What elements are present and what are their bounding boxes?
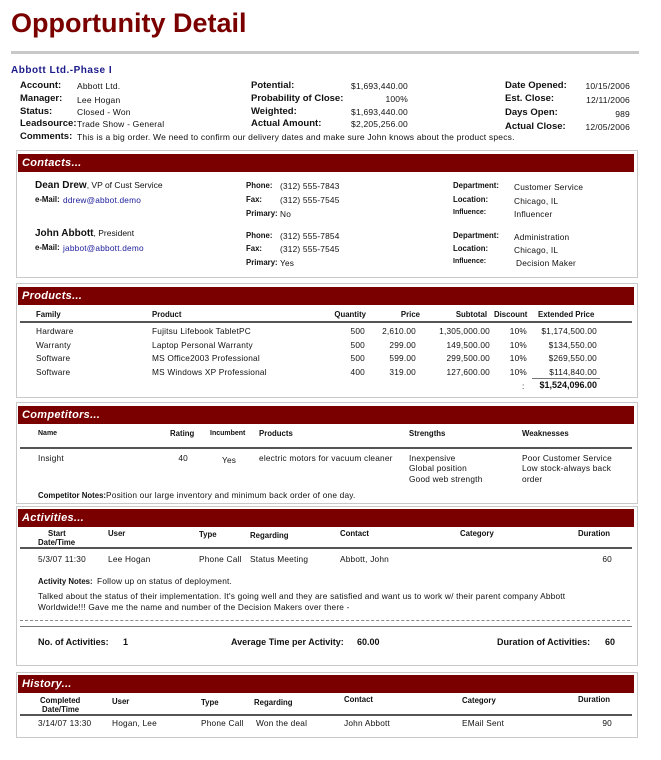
cell-contact: John Abbott — [344, 718, 391, 728]
avg-time-label: Average Time per Activity: — [231, 637, 344, 647]
potential-value: $1,693,440.00 — [351, 81, 408, 91]
cell-regarding: Status Meeting — [250, 554, 309, 564]
activities-header-rule — [20, 547, 632, 549]
contacts-header: Contacts... — [18, 154, 634, 172]
cell-quantity: 500 — [350, 326, 365, 336]
col-user: User — [108, 529, 126, 538]
cell-user: Hogan, Lee — [112, 718, 157, 728]
total-colon: : — [522, 381, 525, 391]
cell-strength: Inexpensive — [409, 453, 456, 463]
activities-header: Activities... — [18, 509, 634, 527]
cell-family: Warranty — [36, 340, 71, 350]
page-title: Opportunity Detail — [11, 8, 247, 38]
contact-influence: Influencer — [514, 209, 553, 219]
duration-total-value: 60 — [604, 637, 615, 647]
est-close-value: 12/11/2006 — [586, 95, 630, 105]
col-subtotal: Subtotal — [455, 310, 487, 319]
col-quantity: Quantity — [334, 310, 366, 319]
col-name: Name — [38, 430, 58, 437]
cell-product: MS Office2003 Professional — [152, 353, 260, 363]
cell-weakness: Poor Customer Service — [522, 453, 612, 463]
col-duration: Duration — [578, 529, 611, 538]
cell-completed: 3/14/07 13:30 — [38, 718, 92, 728]
contact-name[interactable]: John Abbott — [35, 228, 94, 239]
est-close-label: Est. Close: — [505, 93, 555, 104]
col-start: Start — [48, 529, 66, 538]
contact-location: Chicago, IL — [514, 196, 559, 206]
col-products: Products — [259, 429, 293, 438]
col-category: Category — [460, 529, 494, 538]
cell-quantity: 500 — [350, 353, 365, 363]
col-regarding: Regarding — [254, 698, 293, 707]
comments-value: This is a big order. We need to confirm our delivery dates and make sure John knows about the product specs. — [77, 132, 515, 142]
activities-divider — [20, 620, 630, 621]
col-rating: Rating — [170, 429, 195, 438]
contact-name[interactable]: Dean Drew — [35, 180, 87, 191]
primary-label: Primary: — [246, 258, 278, 267]
manager-value: Lee Hogan — [77, 95, 121, 105]
competitor-notes-label: Competitor Notes: — [38, 491, 107, 500]
contact-title: , VP of Cust Service — [86, 180, 163, 190]
fax-label: Fax: — [246, 195, 263, 204]
col-type: Type — [199, 530, 217, 539]
cell-duration: 90 — [602, 718, 612, 728]
contact-location: Chicago, IL — [514, 245, 559, 255]
contact-phone: (312) 555-7854 — [280, 231, 340, 241]
col-strengths: Strengths — [409, 429, 446, 438]
cell-price: 299.00 — [389, 340, 416, 350]
col-regarding: Regarding — [250, 531, 289, 540]
cell-subtotal: 127,600.00 — [446, 367, 490, 377]
total-rule — [532, 378, 600, 379]
activities-summary-rule — [20, 626, 632, 627]
leadsource-label: Leadsource: — [20, 118, 77, 129]
cell-subtotal: 299,500.00 — [446, 353, 490, 363]
influence-label: Influence: — [453, 258, 487, 265]
cell-product: Fujitsu Lifebook TabletPC — [152, 326, 251, 336]
status-value: Closed - Won — [77, 107, 131, 117]
activities-count-label: No. of Activities: — [38, 637, 109, 647]
cell-products: electric motors for vacuum cleaner — [259, 453, 393, 463]
cell-subtotal: 1,305,000.00 — [439, 326, 490, 336]
email-label: e-Mail: — [35, 243, 60, 252]
cell-product: Laptop Personal Warranty — [152, 340, 253, 350]
probability-value: 100% — [385, 94, 408, 104]
department-label: Department: — [453, 231, 499, 240]
col-weaknesses: Weaknesses — [522, 429, 569, 438]
activity-notes-text: Follow up on status of deployment. — [97, 576, 233, 586]
actual-close-label: Actual Close: — [505, 121, 566, 132]
col-price: Price — [400, 310, 420, 319]
contact-phone: (312) 555-7843 — [280, 181, 340, 191]
activity-notes — [38, 571, 232, 589]
title-divider — [11, 51, 639, 54]
activity-body-line: Worldwide!!! Gave me the name and number of the Decision Makers over there - — [38, 602, 350, 612]
phone-label: Phone: — [246, 231, 273, 240]
status-label: Status: — [20, 106, 53, 117]
actual-amount-value: $2,205,256.00 — [351, 119, 408, 129]
cell-discount: 10% — [509, 340, 527, 350]
location-label: Location: — [453, 195, 489, 204]
col-contact: Contact — [340, 529, 370, 538]
cell-category: EMail Sent — [462, 718, 505, 728]
products-header-rule — [20, 321, 632, 323]
fax-label: Fax: — [246, 244, 263, 253]
history-header: History... — [18, 675, 634, 693]
activity-notes-label: Activity Notes: — [38, 577, 93, 586]
manager-label: Manager: — [20, 93, 63, 104]
products-header: Products... — [18, 287, 634, 305]
location-label: Location: — [453, 244, 489, 253]
cell-extended: $134,550.00 — [548, 340, 597, 350]
contact-fax: (312) 555-7545 — [280, 244, 340, 254]
cell-price: 599.00 — [389, 353, 416, 363]
col-product: Product — [152, 310, 182, 319]
competitor-notes-text: Position our large inventory and minimum back order of one day. — [106, 490, 356, 500]
cell-discount: 10% — [509, 367, 527, 377]
col-extended: Extended Price — [538, 310, 595, 319]
cell-weakness: Low stock-always back — [522, 463, 612, 473]
cell-product: MS Windows XP Professional — [152, 367, 267, 377]
cell-quantity: 500 — [350, 340, 365, 350]
date-opened-label: Date Opened: — [505, 80, 567, 91]
contact-primary: No — [280, 209, 292, 219]
products-total: $1,524,096.00 — [539, 380, 597, 390]
cell-contact: Abbott, John — [340, 554, 389, 564]
cell-family: Hardware — [36, 326, 74, 336]
cell-weakness: order — [522, 474, 543, 484]
col-discount: Discount — [494, 310, 528, 319]
contact-primary: Yes — [280, 258, 295, 268]
cell-name: Insight — [38, 453, 64, 463]
cell-extended: $114,840.00 — [549, 367, 597, 377]
email-label: e-Mail: — [35, 195, 60, 204]
comments-label: Comments: — [20, 131, 73, 142]
cell-start: 5/3/07 11:30 — [38, 554, 86, 564]
primary-label: Primary: — [246, 209, 278, 218]
competitor-notes — [38, 485, 356, 503]
weighted-value: $1,693,440.00 — [351, 107, 408, 117]
cell-family: Software — [36, 353, 71, 363]
col-completed: Completed — [40, 696, 81, 705]
cell-extended: $269,550.00 — [548, 353, 597, 363]
col-completed-datetime: Date/Time — [42, 705, 80, 714]
col-user: User — [112, 697, 130, 706]
actual-close-value: 12/05/2006 — [585, 122, 630, 132]
activity-body-line: Talked about the status of their implementation. It's going well and they are satisfied and want us to work w/ their parent company Abbott — [38, 591, 566, 601]
col-family: Family — [36, 310, 61, 319]
cell-duration: 60 — [602, 554, 612, 564]
cell-incumbent: Yes — [222, 455, 237, 465]
actual-amount-label: Actual Amount: — [251, 118, 322, 129]
cell-subtotal: 149,500.00 — [446, 340, 490, 350]
cell-discount: 10% — [509, 326, 527, 336]
contact-email-link[interactable]: jabbot@abbott.demo — [63, 243, 144, 253]
cell-type: Phone Call — [199, 554, 242, 564]
contact-influence: Decision Maker — [516, 258, 576, 268]
contact-email-link[interactable]: ddrew@abbot.demo — [63, 195, 142, 205]
cell-quantity: 400 — [350, 367, 365, 377]
cell-rating: 40 — [178, 453, 188, 463]
cell-type: Phone Call — [201, 718, 244, 728]
contact-department: Administration — [514, 232, 570, 242]
duration-total-label: Duration of Activities: — [497, 637, 591, 647]
contact-department: Customer Service — [514, 182, 584, 192]
cell-extended: $1,174,500.00 — [541, 326, 597, 336]
contact-fax: (312) 555-7545 — [280, 195, 340, 205]
leadsource-value: Trade Show - General — [77, 119, 165, 129]
cell-family: Software — [36, 367, 71, 377]
days-open-value: 989 — [615, 109, 630, 119]
avg-time-value: 60.00 — [357, 637, 380, 647]
influence-label: Influence: — [453, 209, 487, 216]
cell-strength: Global position — [409, 463, 467, 473]
col-contact: Contact — [344, 695, 374, 704]
cell-discount: 10% — [509, 353, 527, 363]
date-opened-value: 10/15/2006 — [585, 81, 630, 91]
col-incumbent: Incumbent — [210, 430, 246, 437]
col-type: Type — [201, 698, 219, 707]
contact-title: , President — [93, 228, 135, 238]
cell-strength: Good web strength — [409, 474, 483, 484]
potential-label: Potential: — [251, 80, 295, 91]
department-label: Department: — [453, 181, 499, 190]
opportunity-name[interactable]: Abbott Ltd.-Phase I — [11, 65, 113, 76]
phone-label: Phone: — [246, 181, 273, 190]
account-label: Account: — [20, 80, 62, 91]
weighted-label: Weighted: — [251, 106, 297, 117]
cell-price: 2,610.00 — [382, 326, 416, 336]
cell-price: 319.00 — [389, 367, 416, 377]
probability-label: Probability of Close: — [251, 93, 344, 104]
competitors-header: Competitors... — [18, 406, 634, 424]
col-duration: Duration — [578, 695, 611, 704]
history-header-rule — [20, 714, 632, 716]
activities-count: 1 — [123, 637, 129, 647]
account-value: Abbott Ltd. — [77, 81, 121, 91]
days-open-label: Days Open: — [505, 107, 558, 118]
col-category: Category — [462, 696, 496, 705]
col-start-datetime: Date/Time — [38, 538, 76, 547]
cell-regarding: Won the deal — [256, 718, 308, 728]
cell-user: Lee Hogan — [108, 554, 151, 564]
competitors-header-rule — [20, 447, 632, 449]
